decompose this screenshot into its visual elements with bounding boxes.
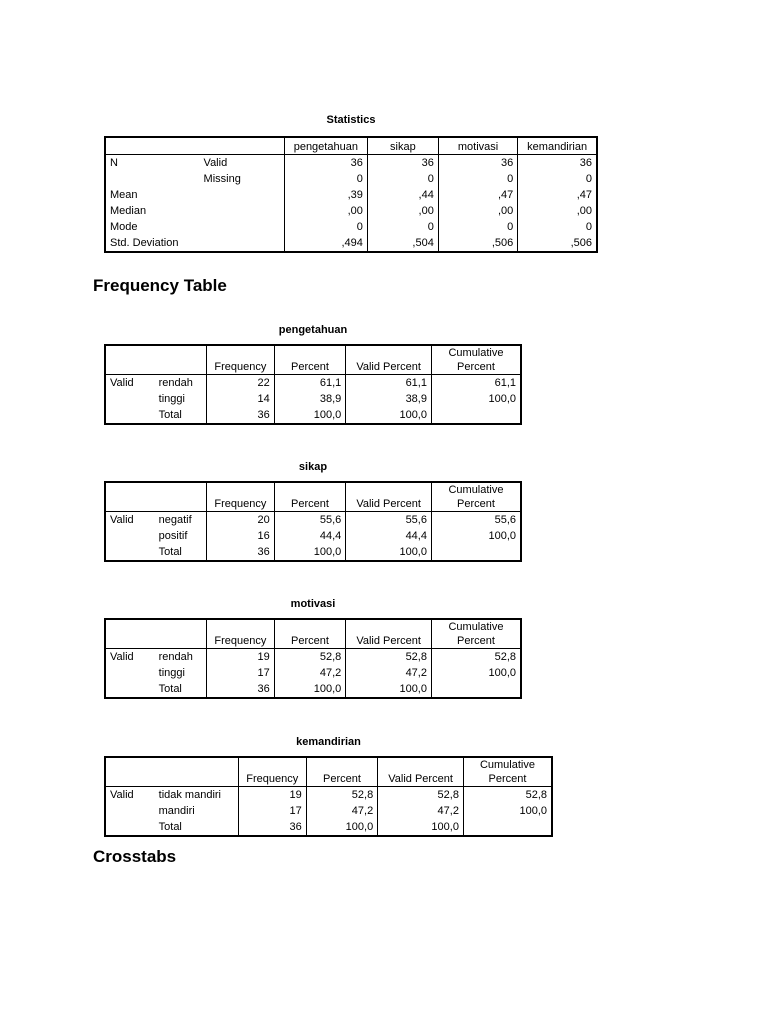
cell-valid-percent: 100,0 xyxy=(346,681,432,698)
cumulative-line1: Cumulative xyxy=(448,347,504,359)
col-header-percent: Percent xyxy=(274,482,345,512)
cell-cumulative xyxy=(463,819,552,836)
table-row xyxy=(105,803,552,819)
cell-percent: 52,8 xyxy=(274,649,345,666)
cell-percent: 38,9 xyxy=(274,391,345,407)
row-group: Mean xyxy=(110,189,138,201)
col-header-valid-percent: Valid Percent xyxy=(346,619,432,649)
cell: 0 xyxy=(518,219,597,235)
cell-percent: 55,6 xyxy=(274,512,345,529)
row-label: Total xyxy=(158,546,182,558)
table-row xyxy=(105,235,597,252)
cell-valid-percent: 61,1 xyxy=(346,375,432,392)
row-sub xyxy=(200,203,285,219)
table-row xyxy=(105,681,521,698)
cell: 0 xyxy=(438,219,517,235)
cell: 0 xyxy=(367,219,438,235)
freq-table-pengetahuan xyxy=(104,344,522,425)
cell-valid-percent: 55,6 xyxy=(346,512,432,529)
cell-cumulative xyxy=(431,544,521,561)
table-row xyxy=(105,649,521,666)
row-group: Std. Deviation xyxy=(110,237,179,249)
row-label: tidak mandiri xyxy=(158,789,221,801)
table-row xyxy=(105,787,552,804)
freq-table-title: kemandirian xyxy=(296,736,361,748)
cell: 0 xyxy=(284,171,367,187)
col-header-percent: Percent xyxy=(274,345,345,375)
row-group: Valid xyxy=(110,377,134,389)
row-label: Total xyxy=(158,683,182,695)
cell-valid-percent: 52,8 xyxy=(346,649,432,666)
cell-frequency: 36 xyxy=(206,544,274,561)
row-label: tinggi xyxy=(158,667,185,679)
cell-frequency: 20 xyxy=(206,512,274,529)
cell: ,00 xyxy=(518,203,597,219)
table-row xyxy=(105,203,597,219)
table-row xyxy=(105,407,521,424)
cumulative-line2: Percent xyxy=(457,361,495,373)
col-header: sikap xyxy=(367,137,438,155)
cell-cumulative: 52,8 xyxy=(431,649,521,666)
row-label: Total xyxy=(158,409,182,421)
table-row xyxy=(105,544,521,561)
freq-header-row xyxy=(105,619,521,649)
row-group xyxy=(105,171,200,187)
cell: ,00 xyxy=(367,203,438,219)
table-row xyxy=(105,665,521,681)
col-header-cumulative xyxy=(431,619,521,649)
table-row xyxy=(105,512,521,529)
row-label: positif xyxy=(158,530,188,542)
row-group: N xyxy=(110,157,118,169)
cell: 0 xyxy=(367,171,438,187)
col-header-frequency: Frequency xyxy=(238,757,306,787)
col-header-frequency: Frequency xyxy=(206,619,274,649)
cell-cumulative: 100,0 xyxy=(431,528,521,544)
cell-frequency: 22 xyxy=(206,375,274,392)
row-label: rendah xyxy=(158,651,193,663)
row-sub: Missing xyxy=(203,173,241,185)
cell-cumulative xyxy=(431,681,521,698)
col-header: kemandirian xyxy=(518,137,597,155)
freq-table-kemandirian xyxy=(104,756,553,837)
cell-valid-percent: 47,2 xyxy=(378,803,464,819)
cell-cumulative: 55,6 xyxy=(431,512,521,529)
row-label: rendah xyxy=(158,377,193,389)
row-group: Median xyxy=(110,205,147,217)
col-header-valid-percent: Valid Percent xyxy=(346,482,432,512)
col-header-percent: Percent xyxy=(306,757,377,787)
cell-cumulative xyxy=(431,407,521,424)
col-header: pengetahuan xyxy=(284,137,367,155)
cell-percent: 100,0 xyxy=(306,819,377,836)
cell-percent: 100,0 xyxy=(274,681,345,698)
cumulative-line1: Cumulative xyxy=(479,759,535,771)
row-label: mandiri xyxy=(158,805,195,817)
row-group: Valid xyxy=(110,514,134,526)
table-row xyxy=(105,219,597,235)
cell-valid-percent: 100,0 xyxy=(346,544,432,561)
row-sub xyxy=(200,187,285,203)
row-group: Valid xyxy=(110,789,134,801)
cumulative-line2: Percent xyxy=(457,635,495,647)
row-sub: Valid xyxy=(203,157,228,169)
table-row xyxy=(105,155,597,172)
cell: ,47 xyxy=(518,187,597,203)
cell-cumulative: 52,8 xyxy=(463,787,552,804)
frequency-table-heading: Frequency Table xyxy=(93,276,227,295)
freq-header-row xyxy=(105,482,521,512)
row-group: Mode xyxy=(110,221,138,233)
row-label: Total xyxy=(158,821,182,833)
cumulative-line2: Percent xyxy=(457,498,495,510)
cell-cumulative: 61,1 xyxy=(431,375,521,392)
cell-frequency: 36 xyxy=(206,407,274,424)
col-header-frequency: Frequency xyxy=(206,345,274,375)
cumulative-line1: Cumulative xyxy=(448,484,504,496)
statistics-title: Statistics xyxy=(326,114,376,126)
table-row xyxy=(105,171,597,187)
cell-frequency: 16 xyxy=(206,528,274,544)
row-label: tinggi xyxy=(158,393,185,405)
statistics-table xyxy=(104,136,598,253)
freq-table-title: sikap xyxy=(298,461,328,473)
row-group: Valid xyxy=(110,651,134,663)
cell: ,506 xyxy=(438,235,517,252)
cell-valid-percent: 47,2 xyxy=(346,665,432,681)
statistics-header-row xyxy=(105,137,597,155)
freq-table-title: motivasi xyxy=(290,598,336,610)
col-header-valid-percent: Valid Percent xyxy=(378,757,464,787)
cell: ,44 xyxy=(367,187,438,203)
table-row xyxy=(105,187,597,203)
cell-percent: 52,8 xyxy=(306,787,377,804)
cell-percent: 100,0 xyxy=(274,407,345,424)
cell: 0 xyxy=(518,171,597,187)
cell: 36 xyxy=(438,155,517,172)
cell: ,39 xyxy=(284,187,367,203)
freq-header-row xyxy=(105,757,552,787)
cell-valid-percent: 52,8 xyxy=(378,787,464,804)
cell: ,504 xyxy=(367,235,438,252)
cell-cumulative: 100,0 xyxy=(431,391,521,407)
col-header-valid-percent: Valid Percent xyxy=(346,345,432,375)
col-header-cumulative xyxy=(463,757,552,787)
cell: 36 xyxy=(284,155,367,172)
table-row xyxy=(105,375,521,392)
cell-frequency: 17 xyxy=(238,803,306,819)
col-header-percent: Percent xyxy=(274,619,345,649)
cell-valid-percent: 44,4 xyxy=(346,528,432,544)
row-sub xyxy=(200,235,285,252)
cell-percent: 47,2 xyxy=(274,665,345,681)
cell-frequency: 36 xyxy=(238,819,306,836)
col-header-frequency: Frequency xyxy=(206,482,274,512)
cell-percent: 47,2 xyxy=(306,803,377,819)
crosstabs-heading: Crosstabs xyxy=(93,847,177,866)
cell-cumulative: 100,0 xyxy=(463,803,552,819)
cell: ,494 xyxy=(284,235,367,252)
table-row xyxy=(105,819,552,836)
table-row xyxy=(105,528,521,544)
cell: 36 xyxy=(367,155,438,172)
cell: 0 xyxy=(284,219,367,235)
cumulative-line1: Cumulative xyxy=(448,621,504,633)
col-header-cumulative xyxy=(431,345,521,375)
cell-valid-percent: 100,0 xyxy=(378,819,464,836)
cell-frequency: 19 xyxy=(206,649,274,666)
cell: ,00 xyxy=(284,203,367,219)
cell-valid-percent: 100,0 xyxy=(346,407,432,424)
cell: ,506 xyxy=(518,235,597,252)
col-header: motivasi xyxy=(438,137,517,155)
cell-frequency: 19 xyxy=(238,787,306,804)
row-sub xyxy=(200,219,285,235)
cell-frequency: 17 xyxy=(206,665,274,681)
cell: 36 xyxy=(518,155,597,172)
freq-table-motivasi xyxy=(104,618,522,699)
cell: ,00 xyxy=(438,203,517,219)
cell: 0 xyxy=(438,171,517,187)
cell-percent: 44,4 xyxy=(274,528,345,544)
col-header-cumulative xyxy=(431,482,521,512)
cell-percent: 100,0 xyxy=(274,544,345,561)
cell-frequency: 36 xyxy=(206,681,274,698)
freq-table-title: pengetahuan xyxy=(278,324,348,336)
cell: ,47 xyxy=(438,187,517,203)
cell-cumulative: 100,0 xyxy=(431,665,521,681)
cumulative-line2: Percent xyxy=(488,773,527,785)
cell-frequency: 14 xyxy=(206,391,274,407)
cell-percent: 61,1 xyxy=(274,375,345,392)
row-label: negatif xyxy=(158,514,192,526)
freq-header-row xyxy=(105,345,521,375)
table-row xyxy=(105,391,521,407)
freq-table-sikap xyxy=(104,481,522,562)
cell-valid-percent: 38,9 xyxy=(346,391,432,407)
